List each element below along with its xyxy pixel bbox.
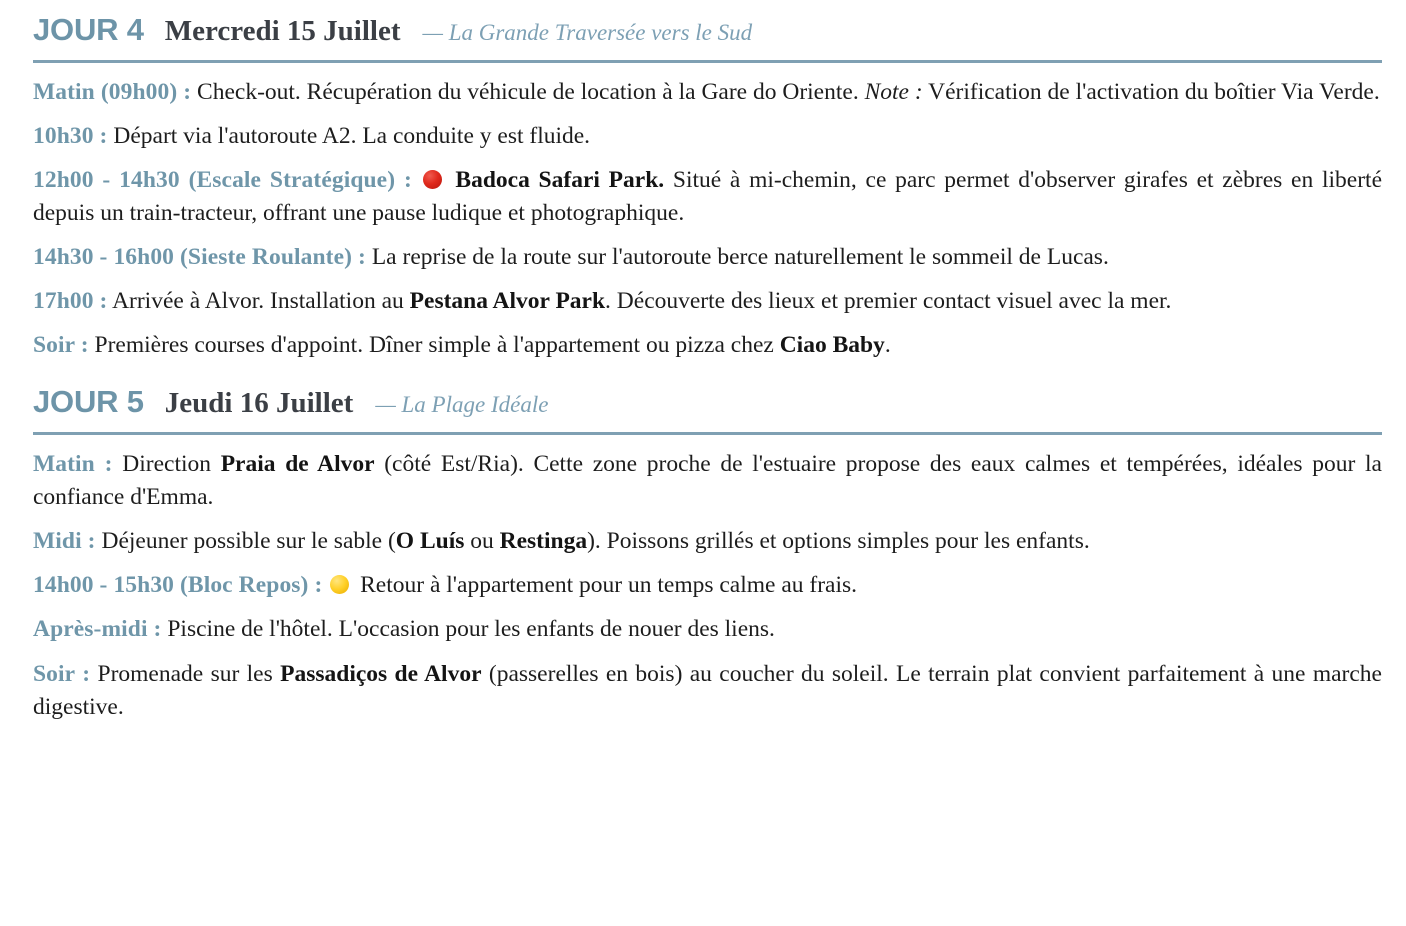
day-date: Jeudi 16 Juillet: [164, 387, 354, 420]
entry-label: 14h30 - 16h00 (Sieste Roulante) :: [33, 244, 366, 271]
day-block-jour-5: [33, 386, 1382, 723]
itinerary-entry: [33, 241, 1382, 274]
entry-text-cont: (côté Est/Ria). Cette zone proche de l'estuaire propose des eaux calmes et tempérées, idéales pour la confiance d'Emma.: [33, 450, 1382, 511]
entry-place-bold-2: Restinga: [499, 528, 588, 555]
entry-label: 12h00 - 14h30 (Escale Stratégique) :: [33, 166, 412, 193]
day-kicker: JOUR 4: [33, 12, 144, 47]
entry-place-bold: Pestana Alvor Park: [409, 288, 606, 315]
entry-place-bold: Praia de Alvor: [220, 450, 375, 477]
entry-text-cont: Retour à l'appartement pour un temps calme au frais.: [354, 572, 858, 599]
entry-text: Piscine de l'hôtel. L'occasion pour les enfants de nouer des liens.: [161, 616, 775, 643]
entry-text: Premières courses d'appoint. Dîner simple à l'appartement ou pizza chez: [88, 332, 780, 359]
entry-text-cont-2: ). Poissons grillés et options simples pour les enfants.: [587, 528, 1090, 555]
day-divider: [33, 60, 1382, 63]
entry-label: 10h30 :: [33, 122, 108, 149]
day-block-jour-4: [33, 14, 1382, 362]
day-header-jour-4: [33, 14, 1382, 48]
entry-text: Promenade sur les: [90, 660, 281, 687]
entry-label: Soir :: [33, 332, 89, 359]
day-divider: [33, 432, 1382, 435]
entry-label: Après-midi :: [33, 616, 162, 643]
day-subtitle: — La Grande Traversée vers le Sud: [422, 20, 753, 45]
entry-text: Déjeuner possible sur le sable (: [95, 528, 396, 555]
itinerary-entry: [33, 448, 1382, 514]
itinerary-entry: [33, 569, 1382, 602]
entry-text: Départ via l'autoroute A2. La conduite y est fluide.: [107, 122, 591, 149]
entry-label: Matin :: [33, 450, 113, 477]
itinerary-entry: [33, 613, 1382, 646]
entry-text-cont: Situé à mi-chemin, ce parc permet d'observer girafes et zèbres en liberté depuis un train-tracteur, offrant une pause ludique et photographique.: [33, 166, 1383, 226]
section-spacer: [33, 362, 1382, 386]
entry-place-bold: Badoca Safari Park.: [455, 166, 665, 193]
entry-label: Matin (09h00) :: [33, 78, 192, 105]
entry-text: La reprise de la route sur l'autoroute berce naturellement le sommeil de Lucas.: [365, 244, 1109, 271]
red-circle-icon: [423, 170, 442, 189]
entry-note-italic: Note :: [864, 78, 923, 105]
entry-label: Soir :: [33, 660, 91, 687]
itinerary-entry: [33, 76, 1382, 109]
yellow-circle-icon: [330, 575, 349, 594]
entry-label: 17h00 :: [33, 288, 108, 315]
entry-text: Check-out. Récupération du véhicule de location à la Gare do Oriente.: [191, 78, 865, 105]
entry-place-bold: Ciao Baby: [779, 332, 885, 359]
itinerary-entry: [33, 120, 1382, 153]
itinerary-entry: [33, 658, 1382, 724]
day-subtitle: — La Plage Idéale: [375, 392, 549, 418]
day-kicker: JOUR 5: [33, 384, 144, 420]
itinerary-entry: [33, 329, 1382, 362]
day-date: Mercredi 15 Juillet: [164, 15, 401, 47]
entry-place-bold: Passadiços de Alvor: [280, 660, 482, 687]
itinerary-entry: [33, 164, 1382, 230]
entry-text-cont: ou: [464, 528, 500, 555]
entry-text-cont: .: [884, 332, 891, 359]
entry-label: 14h00 - 15h30 (Bloc Repos) :: [33, 572, 323, 599]
entry-label: Midi :: [33, 528, 96, 555]
entry-text-cont: Vérification de l'activation du boîtier Via Verde.: [922, 78, 1380, 105]
entry-text: Arrivée à Alvor. Installation au: [107, 288, 410, 315]
itinerary-entry: [33, 285, 1382, 318]
itinerary-entry: [33, 525, 1382, 558]
entry-text-cont: . Découverte des lieux et premier contact visuel avec la mer.: [605, 288, 1172, 315]
entry-text-cont: (passerelles en bois) au coucher du soleil. Le terrain plat convient parfaitement à une marche digestive.: [33, 660, 1382, 720]
entry-place-bold: O Luís: [395, 528, 465, 555]
day-header-jour-5: [33, 386, 1382, 420]
entry-text: Direction: [112, 450, 221, 477]
